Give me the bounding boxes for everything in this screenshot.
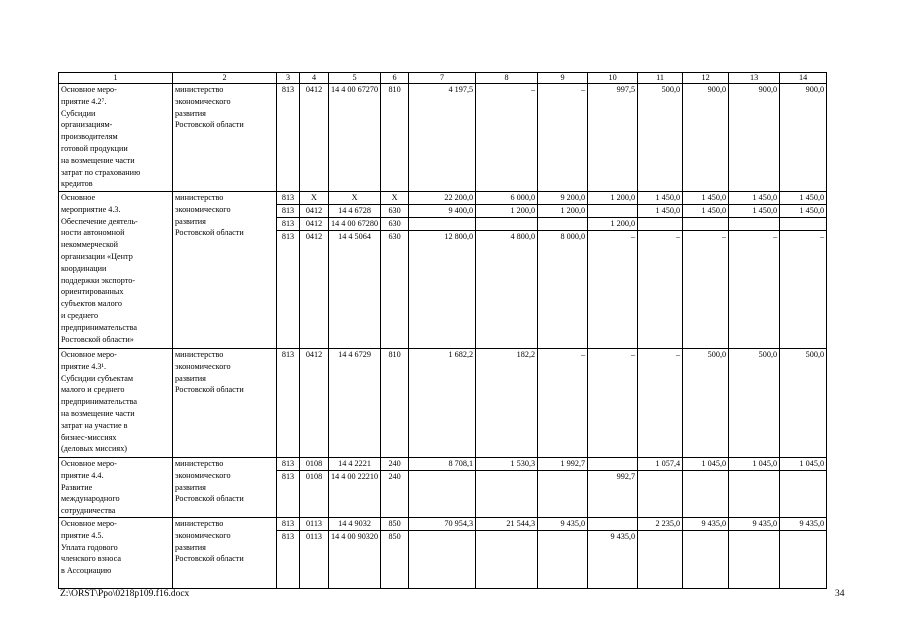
year-2018-value: 1 450,0 xyxy=(683,204,728,217)
expense-type-value: 630 xyxy=(381,217,408,230)
year-2016-value xyxy=(588,204,637,217)
footer-file-path: Z:\ORST\Ppo\0218p109.f16.docx xyxy=(60,589,190,599)
executor-cell: министерство экономического развития Ростовской области xyxy=(173,517,277,588)
total-amount-value: 4 197,5 xyxy=(448,85,474,94)
section-code-value: Х xyxy=(311,193,317,202)
year-2019-cell xyxy=(729,458,780,518)
expense-type-value: 810 xyxy=(388,350,401,359)
total-amount-cell xyxy=(409,84,476,192)
year-2017-value: 1 450,0 xyxy=(638,204,682,217)
year-2019-value: 900,0 xyxy=(758,85,778,94)
executor-cell: министерство экономического развития Ростовской области xyxy=(173,349,277,458)
year-2020-value: – xyxy=(780,230,826,243)
year-2020-value: 1 045,0 xyxy=(799,459,825,468)
target-article-value: 14 4 2221 xyxy=(338,459,371,468)
target-article-cell xyxy=(329,517,381,588)
agency-code-value: 813 xyxy=(277,230,299,243)
measure-name-cell: Основное меро- приятие 4.4. Развитие международного сотрудничества xyxy=(59,458,173,518)
year-2020-cell xyxy=(780,84,827,192)
agency-code-value: 813 xyxy=(277,530,299,543)
year-2019-cell xyxy=(729,517,780,588)
year-2017-value: 1 057,4 xyxy=(655,459,681,468)
column-number: 12 xyxy=(683,73,729,84)
column-number: 6 xyxy=(381,73,409,84)
year-2018-cell xyxy=(683,192,729,349)
year-2019-value xyxy=(729,217,779,230)
year-2014-cell xyxy=(476,192,538,349)
year-2018-value: 1 045,0 xyxy=(701,459,727,468)
agency-code-cell xyxy=(277,192,300,349)
table-row xyxy=(59,84,827,192)
column-number: 3 xyxy=(277,73,300,84)
year-2020-cell xyxy=(780,458,827,518)
year-2019-value: 9 435,0 xyxy=(752,518,778,528)
year-2018-cell xyxy=(683,84,729,192)
measure-name-cell: Основное меро- приятие 4.5. Уплата годового членского взноса в Ассоциацию xyxy=(59,517,173,588)
year-2017-value: 500,0 xyxy=(661,85,681,94)
year-2014-cell xyxy=(476,517,538,588)
section-code-value: 0412 xyxy=(300,217,328,230)
year-2018-value: 900,0 xyxy=(707,85,727,94)
year-2014-cell xyxy=(476,349,538,458)
year-2019-cell xyxy=(729,192,780,349)
column-number: 9 xyxy=(538,73,588,84)
column-number: 8 xyxy=(476,73,538,84)
expense-type-value: 850 xyxy=(381,530,408,543)
target-article-value: 14 4 00 22210 xyxy=(331,472,379,481)
section-code-value: 0108 xyxy=(305,459,323,468)
year-2017-value xyxy=(638,217,682,230)
year-2015-value: – xyxy=(580,350,586,359)
year-2015-value: 1 992,7 xyxy=(560,459,586,468)
executor-cell: министерство экономического развития Ростовской области xyxy=(173,192,277,349)
section-code-value: 0412 xyxy=(300,204,328,217)
year-2017-value: 2 235,0 xyxy=(655,518,681,528)
section-code-cell xyxy=(300,458,329,518)
year-2018-value xyxy=(683,217,728,230)
year-2018-cell xyxy=(683,458,729,518)
year-2015-cell xyxy=(538,458,588,518)
total-amount-value xyxy=(409,530,475,543)
year-2014-value: 1 530,3 xyxy=(510,459,536,468)
year-2017-value: – xyxy=(675,350,681,359)
agency-code-cell xyxy=(277,349,300,458)
expense-type-value: 630 xyxy=(381,204,408,217)
target-article-value: 14 4 6729 xyxy=(338,350,371,359)
executor-cell: министерство экономического развития Ростовской области xyxy=(173,458,277,518)
target-article-value: 14 4 00 67270 xyxy=(331,85,379,94)
target-article-value: 14 4 5064 xyxy=(329,230,380,243)
expense-type-cell xyxy=(381,517,409,588)
year-2016-cell xyxy=(588,192,638,349)
section-code-value: 0412 xyxy=(300,230,328,243)
agency-code-value: 813 xyxy=(277,204,299,217)
expense-type-value: 850 xyxy=(388,518,401,528)
table-row xyxy=(59,349,827,458)
target-article-value: 14 4 6728 xyxy=(329,204,380,217)
year-2016-value: 1 200,0 xyxy=(588,217,637,230)
target-article-value: 14 4 00 90320 xyxy=(331,531,379,541)
expense-type-value: 240 xyxy=(381,470,408,483)
section-code-cell xyxy=(300,517,329,588)
expense-type-value: 810 xyxy=(388,85,401,94)
total-amount-value: 8 708,1 xyxy=(448,459,474,468)
expense-type-cell xyxy=(381,458,409,518)
column-number: 11 xyxy=(638,73,683,84)
agency-code-value: 813 xyxy=(277,217,299,230)
year-2018-cell xyxy=(683,349,729,458)
column-number: 13 xyxy=(729,73,780,84)
year-2017-value xyxy=(638,470,682,483)
year-2016-value: – xyxy=(630,350,636,359)
year-2020-value xyxy=(780,217,826,230)
page-number: 34 xyxy=(835,589,845,599)
year-2016-value: 1 200,0 xyxy=(610,193,636,202)
executor-cell: министерство экономического развития Ростовской области xyxy=(173,84,277,192)
target-article-value: 14 4 00 67280 xyxy=(331,219,379,228)
agency-code-value: 813 xyxy=(281,518,295,528)
year-2020-value: 1 450,0 xyxy=(780,204,826,217)
table-row xyxy=(59,517,827,588)
year-2015-value: 9 200,0 xyxy=(560,193,586,202)
target-article-cell xyxy=(329,458,381,518)
year-2016-cell xyxy=(588,458,638,518)
column-number: 1 xyxy=(59,73,173,84)
expense-type-value: 630 xyxy=(381,230,408,243)
total-amount-cell xyxy=(409,349,476,458)
agency-code-value: 813 xyxy=(281,350,295,359)
year-2020-cell xyxy=(780,192,827,349)
expense-type-cell xyxy=(381,349,409,458)
year-2017-value xyxy=(638,530,682,543)
year-2014-cell xyxy=(476,458,538,518)
year-2014-value: 6 000,0 xyxy=(510,193,536,202)
year-2020-cell xyxy=(780,349,827,458)
target-article-value: 14 4 9032 xyxy=(338,518,371,528)
agency-code-cell xyxy=(277,458,300,518)
year-2014-cell xyxy=(476,84,538,192)
total-amount-value: 9 400,0 xyxy=(409,204,475,217)
year-2017-value: 1 450,0 xyxy=(655,193,681,202)
year-2014-value xyxy=(476,530,537,543)
year-2020-value: 500,0 xyxy=(805,350,825,359)
year-2020-value xyxy=(780,470,826,483)
agency-code-value: 813 xyxy=(281,193,295,202)
section-code-cell xyxy=(300,349,329,458)
column-number: 7 xyxy=(409,73,476,84)
year-2016-value xyxy=(590,518,635,530)
target-article-cell xyxy=(329,84,381,192)
column-number: 2 xyxy=(173,73,277,84)
year-2015-cell xyxy=(538,192,588,349)
table-row xyxy=(59,458,827,518)
agency-code-cell xyxy=(277,517,300,588)
year-2015-value xyxy=(538,530,587,543)
measure-name-cell: Основное меро- приятие 4.3¹. Субсидии субъектам малого и среднего предпринимательства на возмещение части затрат на участие в бизнес-миссиях (деловых миссиях) xyxy=(59,349,173,458)
section-code-value: 0113 xyxy=(300,530,328,543)
total-amount-value: 70 954,3 xyxy=(444,518,474,528)
year-2019-value: 1 045,0 xyxy=(752,459,778,468)
year-2016-value xyxy=(590,458,635,470)
total-amount-cell xyxy=(409,192,476,349)
year-2014-value: – xyxy=(530,85,536,94)
year-2019-value xyxy=(729,470,779,483)
year-2014-value: 182,2 xyxy=(516,350,536,359)
total-amount-value: 12 800,0 xyxy=(409,230,475,243)
year-2017-cell xyxy=(638,517,683,588)
section-code-cell xyxy=(300,84,329,192)
table-row xyxy=(59,192,827,349)
column-number: 4 xyxy=(300,73,329,84)
year-2018-value: 9 435,0 xyxy=(701,518,727,528)
year-2015-value: 9 435,0 xyxy=(560,518,586,528)
year-2017-value: – xyxy=(638,230,682,243)
year-2018-value xyxy=(683,530,728,543)
year-2015-value xyxy=(538,470,587,483)
section-code-cell xyxy=(300,192,329,349)
measure-name-cell: Основное меро- приятие 4.2⁷. Субсидии организациям- производителям готовой продукции на возмещение части затрат по страхованию кредитов xyxy=(59,84,173,192)
year-2018-value: 1 450,0 xyxy=(701,193,727,202)
year-2019-value: – xyxy=(729,230,779,243)
year-2016-value: 9 435,0 xyxy=(588,530,637,543)
year-2017-cell xyxy=(638,349,683,458)
year-2014-value: 4 800,0 xyxy=(476,230,537,243)
year-2020-value xyxy=(780,530,826,543)
year-2015-value: 8 000,0 xyxy=(538,230,587,243)
target-article-cell xyxy=(329,192,381,349)
column-number: 5 xyxy=(329,73,381,84)
agency-code-cell xyxy=(277,84,300,192)
year-2019-value: 1 450,0 xyxy=(729,204,779,217)
agency-code-value: 813 xyxy=(277,470,299,483)
year-2017-cell xyxy=(638,458,683,518)
year-2017-cell xyxy=(638,84,683,192)
year-2015-value: – xyxy=(580,85,586,94)
year-2020-value: 9 435,0 xyxy=(799,518,825,528)
year-2015-cell xyxy=(538,349,588,458)
year-2014-value xyxy=(476,470,537,483)
year-2016-value: 997,5 xyxy=(616,85,636,94)
year-2014-value: 21 544,3 xyxy=(506,518,536,528)
year-2015-cell xyxy=(538,84,588,192)
column-number: 10 xyxy=(588,73,638,84)
year-2019-value xyxy=(729,530,779,543)
total-amount-cell xyxy=(409,458,476,518)
year-2016-cell xyxy=(588,84,638,192)
total-amount-cell xyxy=(409,517,476,588)
expense-type-value: Х xyxy=(391,193,398,202)
year-2016-value: 992,7 xyxy=(588,470,637,483)
column-number: 14 xyxy=(780,73,827,84)
section-code-value: 0113 xyxy=(305,518,323,528)
year-2016-value: – xyxy=(588,230,637,243)
section-code-value: 0412 xyxy=(305,350,323,359)
column-number-row xyxy=(59,73,827,84)
year-2018-value xyxy=(683,470,728,483)
year-2018-cell xyxy=(683,517,729,588)
measure-name-cell: Основное мероприятие 4.3. Обеспечение деятель- ности автономной некоммерческой организации «Центр координации поддержки экспорто- ориентированных субъектов малого и среднего предпринимательства Ростовской области» xyxy=(59,192,173,349)
expense-type-cell xyxy=(381,84,409,192)
total-amount-value: 1 682,2 xyxy=(448,350,474,359)
section-code-value: 0412 xyxy=(305,85,323,94)
section-code-value: 0108 xyxy=(300,470,328,483)
year-2019-cell xyxy=(729,84,780,192)
expense-type-value: 240 xyxy=(388,459,401,468)
year-2018-value: 500,0 xyxy=(707,350,727,359)
agency-code-value: 813 xyxy=(281,459,295,468)
total-amount-value: 22 200,0 xyxy=(444,193,474,202)
target-article-value: Х xyxy=(351,193,358,202)
year-2020-value: 900,0 xyxy=(805,85,825,94)
year-2019-value: 1 450,0 xyxy=(752,193,778,202)
year-2020-cell xyxy=(780,517,827,588)
year-2014-value: 1 200,0 xyxy=(476,204,537,217)
year-2015-value: 1 200,0 xyxy=(538,204,587,217)
year-2016-cell xyxy=(588,349,638,458)
total-amount-value xyxy=(409,217,475,230)
expense-type-cell xyxy=(381,192,409,349)
year-2019-value: 500,0 xyxy=(758,350,778,359)
year-2015-value xyxy=(538,217,587,230)
year-2014-value xyxy=(476,217,537,230)
year-2015-cell xyxy=(538,517,588,588)
budget-table xyxy=(58,72,827,589)
year-2018-value: – xyxy=(683,230,728,243)
agency-code-value: 813 xyxy=(281,85,295,94)
year-2020-value: 1 450,0 xyxy=(799,193,825,202)
year-2016-cell xyxy=(588,517,638,588)
target-article-cell xyxy=(329,349,381,458)
year-2019-cell xyxy=(729,349,780,458)
year-2017-cell xyxy=(638,192,683,349)
total-amount-value xyxy=(409,470,475,483)
